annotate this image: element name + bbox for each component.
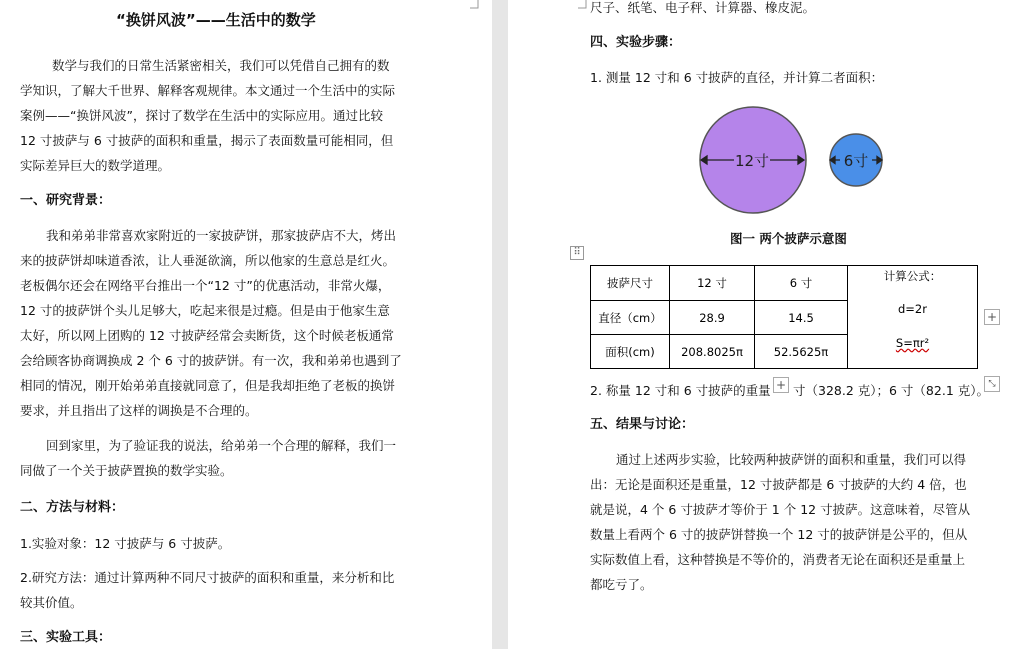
doc-title: “换饼风波”——生活中的数学 [116, 11, 316, 29]
document-page-left [0, 0, 492, 649]
intro-line: 数学与我们的日常生活紧密相关，我们可以凭借自己拥有的数 [52, 58, 390, 73]
table-cell: 直径（cm） [591, 301, 670, 335]
result-line: 数量上看两个 6 寸的披萨饼替换一个 12 寸的披萨饼是公平的，但从 [590, 527, 968, 542]
table-cell: 28.9 [670, 301, 755, 335]
intro-line: 12 寸披萨与 6 寸披萨的面积和重量，揭示了表面数量可能相同，但 [20, 133, 394, 148]
method-item: 2.研究方法：通过计算两种不同尺寸披萨的面积和重量，来分析和比 [20, 570, 395, 585]
pizza-6-label: 6寸 [843, 152, 869, 170]
section-heading: 四、实验步骤： [590, 35, 682, 50]
result-line: 出：无论是面积还是重量，12 寸披萨都是 6 寸披萨的大约 4 倍，也 [590, 477, 967, 492]
method-item: 较其价值。 [20, 595, 83, 610]
table-cell: 52.5625π [755, 335, 848, 369]
tools-list: 尺子、纸笔、电子秤、计算器、橡皮泥。 [590, 0, 816, 15]
table-resize-handle[interactable]: ⤡ [984, 376, 1000, 392]
background-line: 回到家里，为了验证我的说法，给弟弟一个合理的解释，我们一 [46, 438, 397, 453]
background-line: 我和弟弟非常喜欢家附近的一家披萨饼，那家披萨店不大，烤出 [46, 228, 397, 243]
result-line: 实际数值上看，这种替换是不等价的，消费者无论在面积还是重量上 [590, 552, 966, 567]
table-cell: 12 寸 [670, 266, 755, 301]
step-2-values: 寸（328.2 克）；6 寸（82.1 克）。 [793, 383, 989, 398]
figure-caption: 图一 两个披萨示意图 [730, 231, 847, 246]
page-corner-mark [470, 0, 479, 9]
background-line: 12 寸的披萨饼个头儿足够大，吃起来很是过瘾。但是由于他家生意 [20, 303, 390, 318]
table-cell: 计算公式： [883, 269, 942, 283]
table-cell: 208.8025π [670, 335, 755, 369]
table-cell: 6 寸 [755, 266, 848, 301]
step-1: 1. 测量 12 寸和 6 寸披萨的直径，并计算二者面积： [590, 70, 884, 85]
section-heading: 一、研究背景： [20, 193, 112, 208]
formula-cell [848, 266, 978, 369]
background-line: 会给顾客协商调换成 2 个 6 寸的披萨饼。有一次，我和弟弟也遇到了 [20, 353, 402, 368]
table-cell: 14.5 [755, 301, 848, 335]
intro-line: 案例——“换饼风波”，探讨了数学在生活中的实际应用。通过比较 [20, 108, 383, 123]
intro-line: 学知识，了解大千世界、解释客观规律。本文通过一个生活中的实际 [20, 83, 396, 98]
table-cell: 披萨尺寸 [591, 266, 670, 301]
intro-line: 实际差异巨大的数学道理。 [20, 158, 171, 173]
table-cell: S=πr² [895, 336, 930, 350]
background-line: 太好，所以网上团购的 12 寸披萨经常会卖断货，这个时候老板通常 [20, 328, 394, 343]
background-line: 老板偶尔还会在网络平台推出一个“12 寸”的优惠活动，非常火爆， [20, 278, 391, 293]
pizza-12-label: 12寸 [734, 152, 770, 170]
background-line: 同做了一个关于披萨置换的数学实验。 [20, 463, 233, 478]
result-line: 都吃亏了。 [590, 577, 653, 592]
table-cell: d=2r [898, 302, 927, 316]
background-line: 要求，并且指出了这样的调换是不合理的。 [20, 403, 258, 418]
background-line: 来的披萨饼却味道香浓，让人垂涎欲滴，所以他家的生意总是红火。 [20, 253, 396, 268]
method-item: 1.实验对象：12 寸披萨与 6 寸披萨。 [20, 536, 231, 551]
result-line: 通过上述两步实验，比较两种披萨饼的面积和重量，我们可以得 [616, 452, 967, 467]
section-heading: 三、实验工具： [20, 630, 112, 645]
table-move-handle[interactable]: ⠿ [570, 246, 584, 260]
add-column-button[interactable]: + [984, 309, 1000, 325]
add-row-button[interactable]: + [773, 377, 789, 393]
section-heading: 五、结果与讨论： [590, 417, 695, 432]
page-corner-mark [578, 0, 587, 9]
document-page-right [508, 0, 1017, 649]
pizza-figure [688, 104, 888, 219]
data-table [590, 265, 978, 369]
background-line: 相同的情况，刚开始弟弟直接就同意了，但是我却拒绝了老板的换饼 [20, 378, 396, 393]
step-2: 2. 称量 12 寸和 6 寸披萨的重量 [590, 383, 771, 398]
result-line: 就是说，4 个 6 寸披萨才等价于 1 个 12 寸披萨。这意味着，尽管从 [590, 502, 971, 517]
section-heading: 二、方法与材料： [20, 500, 125, 515]
table-cell: 面积(cm) [591, 335, 670, 369]
